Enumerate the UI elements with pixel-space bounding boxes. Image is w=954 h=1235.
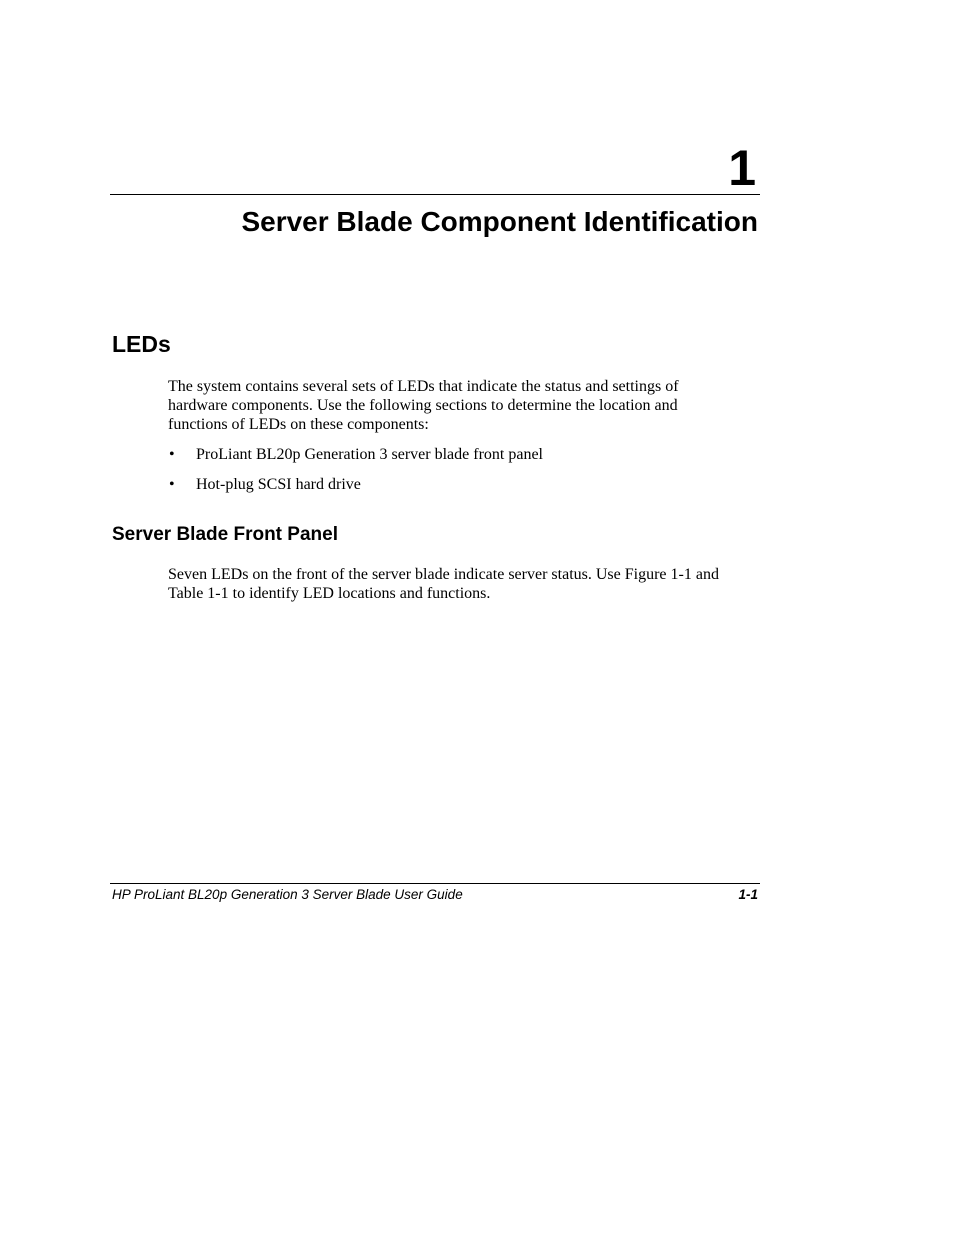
bullet-icon: • <box>169 446 175 463</box>
list-item-text: ProLiant BL20p Generation 3 server blade front panel <box>196 446 543 463</box>
footer-divider <box>110 883 760 884</box>
section-heading-leds: LEDs <box>112 331 171 357</box>
subsection-heading-front-panel: Server Blade Front Panel <box>112 524 338 545</box>
chapter-number: 1 <box>728 140 756 196</box>
front-panel-paragraph: Seven LEDs on the front of the server blade indicate server status. Use Figure 1-1 and Table 1-1 to identify LED locations and functions. <box>168 566 719 602</box>
list-item <box>168 445 543 475</box>
chapter-title: Server Blade Component Identification <box>241 206 758 237</box>
chapter-divider <box>110 194 760 195</box>
leds-component-list <box>168 445 543 505</box>
footer-page-number: 1-1 <box>738 887 758 902</box>
list-item <box>168 475 543 505</box>
list-item-text: Hot-plug SCSI hard drive <box>196 476 361 493</box>
leds-intro-paragraph: The system contains several sets of LEDs that indicate the status and settings of hardware components. Use the following sections to determine the location and functions of LEDs on these components: <box>168 378 679 433</box>
footer-guide-title: HP ProLiant BL20p Generation 3 Server Blade User Guide <box>112 887 463 902</box>
bullet-icon: • <box>169 476 175 493</box>
